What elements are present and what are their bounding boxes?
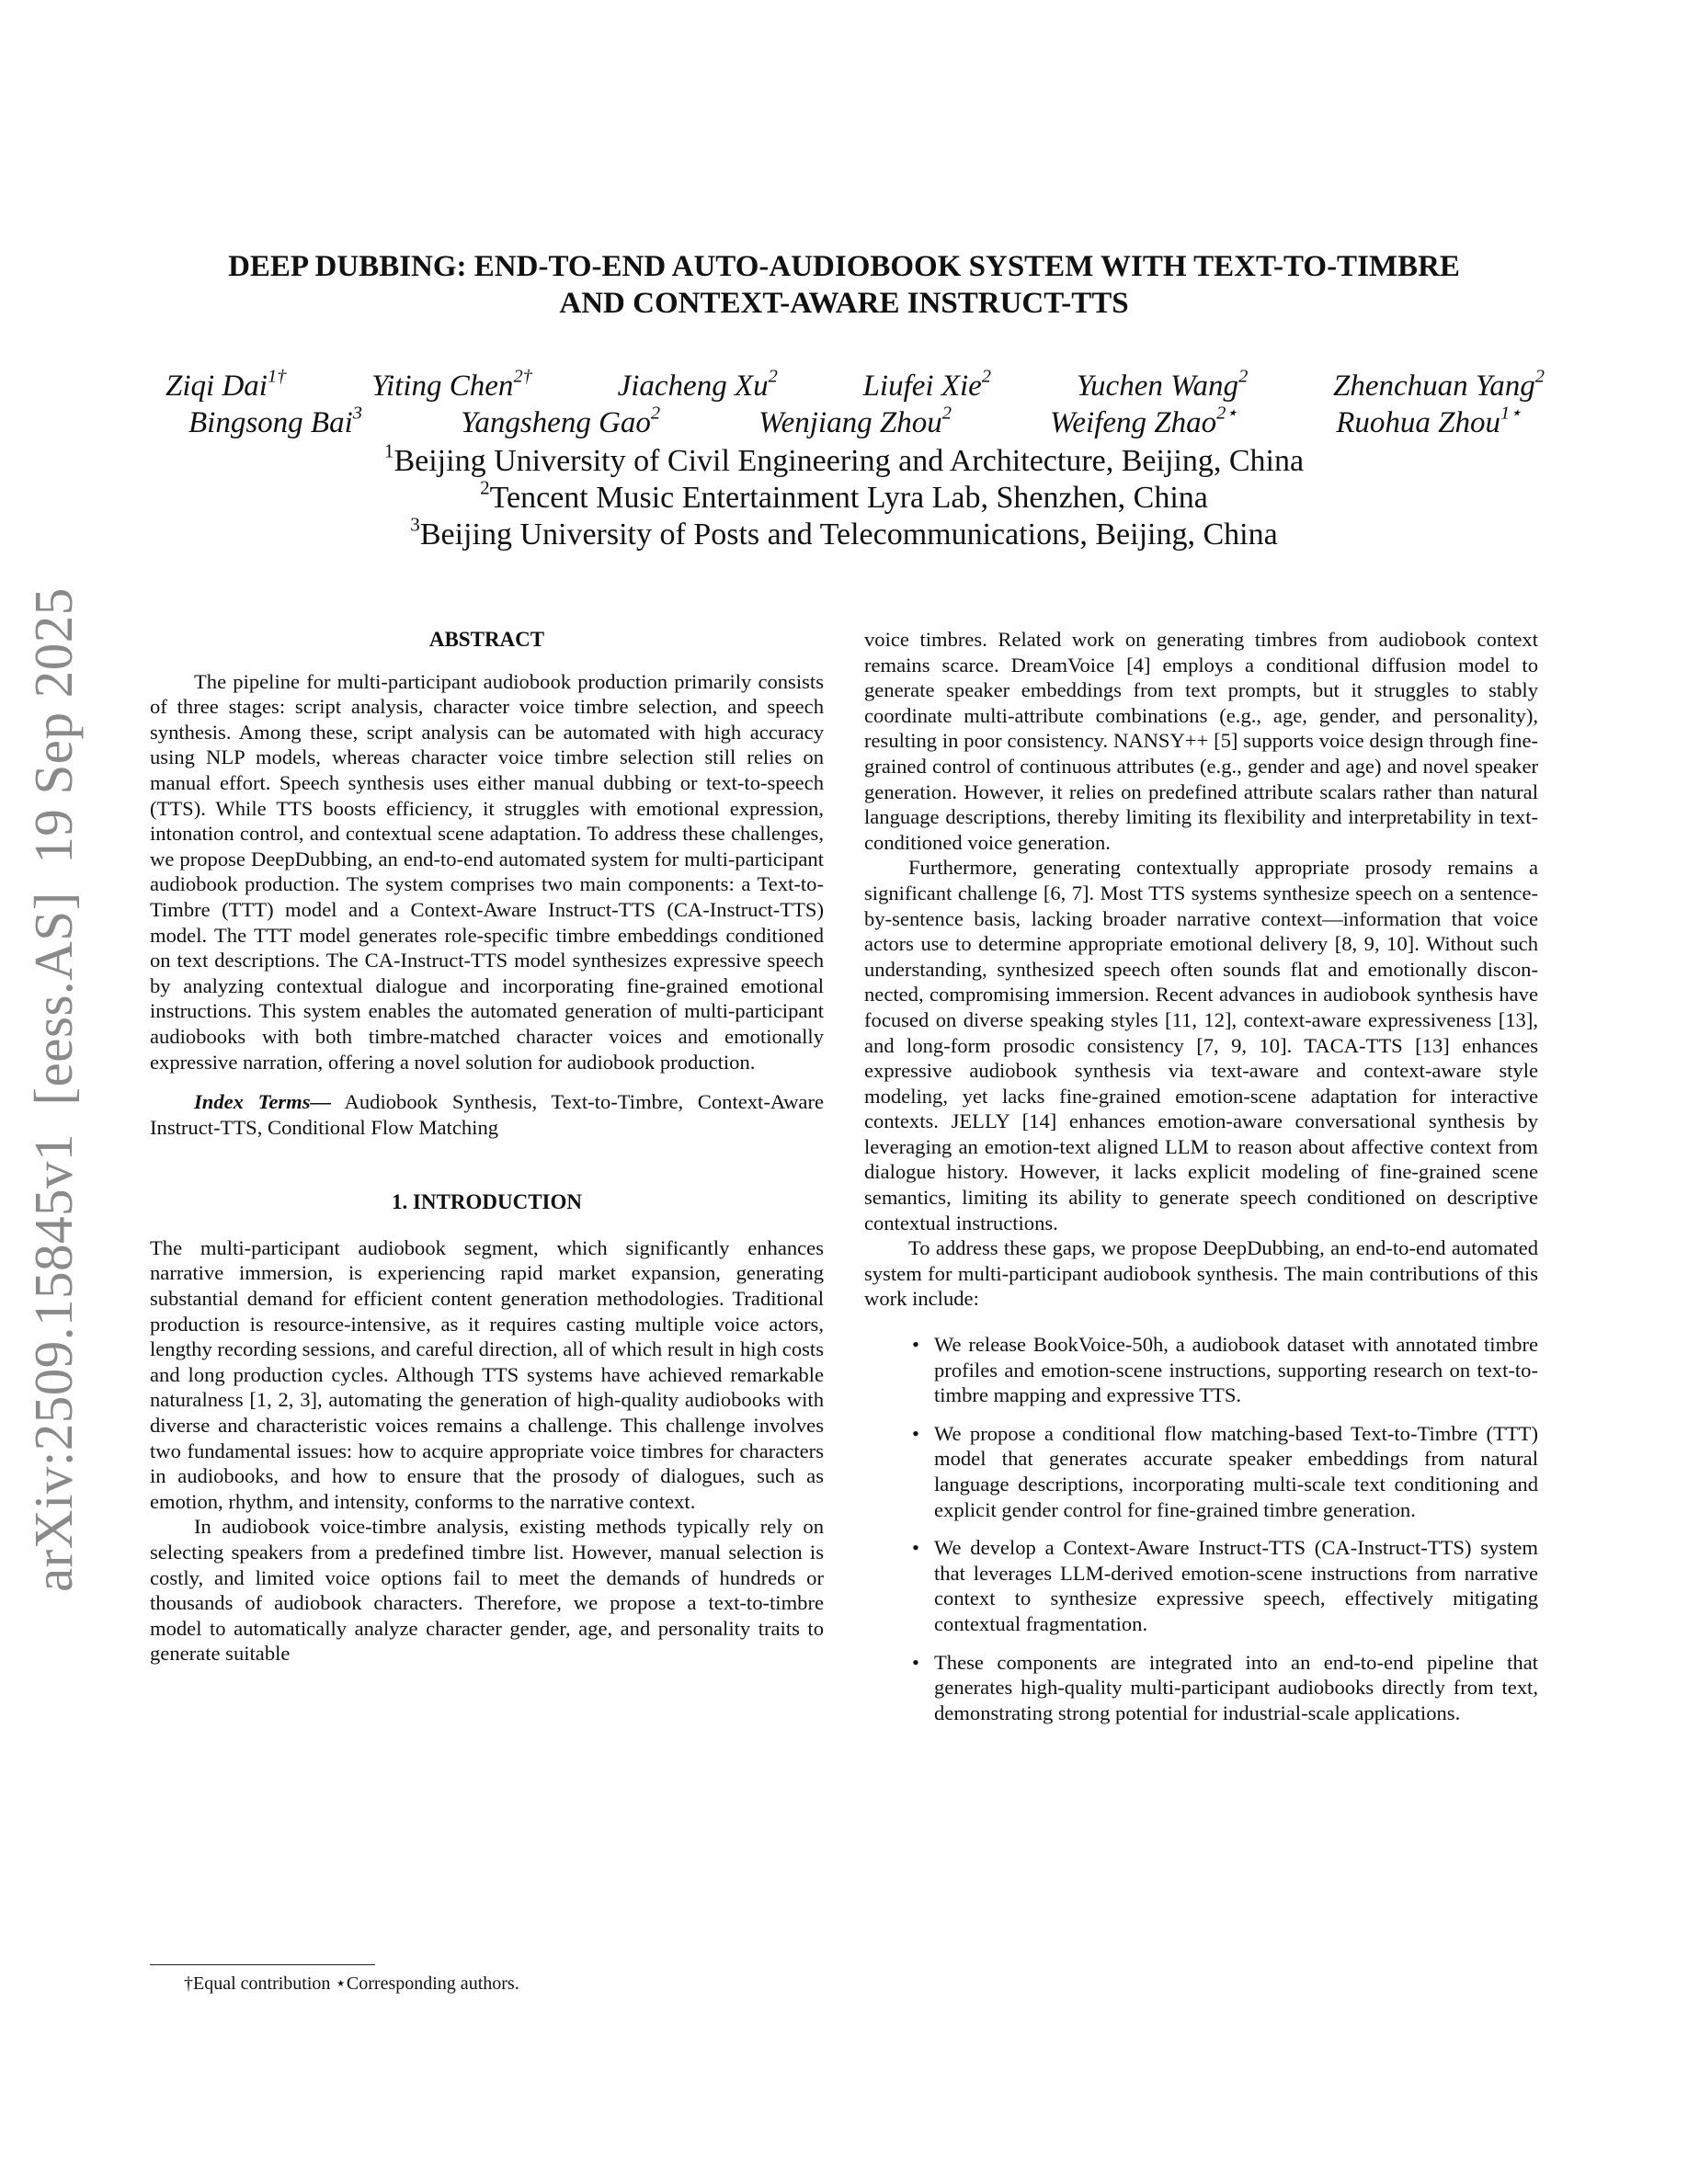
author: Yangsheng Gao$^2$ [461,403,661,439]
paper-title-line-1: DEEP DUBBING: END-TO-END AUTO-AUDIOBOOK SYSTEM WITH TEXT-TO-TIMBRE [228,250,1460,283]
bullet-icon: • [912,1333,919,1357]
author-list [165,368,1545,441]
author: Jiacheng Xu$^2$ [617,366,778,403]
affiliation: $^1$Beijing University of Civil Engineering and Architecture, Beijing, China [383,439,1305,478]
intro-paragraph-2: In audiobook voice-timbre analysis, existing methods typically rely on selecting speakers from a predefined timbre list. However, manual selection is costly, and limited voice options fail to meet the demands of hundreds or thousands of audiobook characters. Therefore, we propose a text-to-timbre model to automatically analyze character gender, age, and personality traits to generate suitable [150,1515,824,1666]
abstract-body: The pipeline for multi-participant audiobook production primarily consists of three stages: script analysis, character voice timbre selection, and speech synthesis. Among these, script analysis can be automated with high accuracy using NLP models, whereas character voice timbre selection still relies on manual effort. Speech synthesis uses either manual dubbing or text-to-speech (TTS). While TTS boosts efficiency, it struggles with emotional expression, intonation control, and contextual scene adaptation. To address these challenges, we propose DeepDubbing, an end-to-end automated system for multi-participant audiobook production. The system comprises two main components: a Text-to-Timbre (TTT) model and a Context-Aware Instruct-TTS (CA-Instruct-TTS) model. The TTT model generates role-specific timbre embeddings conditioned on text descriptions. The CA-Instruct-TTS model synthesizes expressive speech by analyzing contextual dialogue and incorporating fine-grained emotional instructions. This system enables the automated generation of multi-participant audiobooks with both timbre-matched character voices and emotionally expressive narration, offering a novel solution for audiobook production. [150,669,824,1074]
author: Bingsong Bai$^3$ [188,403,362,439]
bullet-icon: • [912,1421,919,1445]
contribution-item: • These components are integrated into an end-to-end pipeline that generates high-quality multi-participant audiobooks directly from text, demonstrating strong potential for industrial-scale applications. [912,1650,1538,1724]
intro-paragraph-3: Furthermore, generating contextually appropriate prosody remains a significant challenge [6, 7]. Most TTS systems synthesize speech on a sentence-by-sentence basis, lacking broader narrative context—information that voice actors use to determine appropriate emotional delivery [8, 9, 10]. Without such understanding, synthesized speech often sounds flat and emotionally disconnected, compromising immersion. Recent advances in audiobook synthesis have focused on diverse speaking styles [11, 12], context-aware expressiveness [13], and long-form prosodic consistency [7, 9, 10]. TACA-TTS [13] enhances expressive audiobook synthesis via text-aware and context-aware style modeling, yet lacks fine-grained emotion-scene adaptation for interactive contexts. JELLY [14] enhances emotion-aware conversational synthesis by leveraging an emotion-text aligned LLM to reason about affective context from dialogue history. However, it lacks explicit modeling of fine-grained scene semantics, limiting its ability to generate speech conditioned on descriptive contextual instructions. [864,856,1538,1234]
abstract-heading: ABSTRACT [428,628,545,651]
affiliation: $^2$Tencent Music Entertainment Lyra Lab, Shenzhen, China [480,476,1208,515]
introduction-heading: 1. INTRODUCTION [391,1190,583,1214]
contribution-item: • We develop a Context-Aware Instruct-TTS (CA-Instruct-TTS) system that leverages LLM-derived emotion-scene instructions from narrative context to synthesize expressive speech, effectively mitigating contextual fragmentation. [912,1536,1538,1635]
author-row-2 [165,404,1545,441]
footnote: †Equal contribution ⋆Corresponding authors. [184,1974,519,1994]
author: Liufei Xie$^2$ [862,366,992,403]
paper-title-line-2: AND CONTEXT-AWARE INSTRUCT-TTS [559,287,1129,320]
contribution-item: • We propose a conditional flow matching-based Text-to-Timbre (TTT) model that generates accurate speaker embeddings from natural language descriptions, incorporating multi-scale text conditioning and explicit gender control for fine-grained timbre generation. [912,1421,1538,1521]
right-column [864,627,1538,1738]
author-row-1 [165,368,1545,404]
intro-paragraph-1: The multi-participant audiobook segment, which significantly enhances narrative immersion, is experiencing rapid market expansion, generating substantial demand for efficient content generation methodologies. Traditional production is resource-intensive, as it requires casting multiple voice actors, lengthy recording sessions, and careful direction, all of which result in high costs and long production cycles. Although TTS systems have achieved remarkable naturalness [1, 2, 3], automating the generation of high-quality audiobooks with diverse and characteristic voices remains a challenge. This challenge involves two fundamental issues: how to acquire appropriate voice timbres for characters in audiobooks, and how to ensure that the prosody of dialogues, such as emotion, rhythm, and intensity, conforms to the narrative context. [150,1235,824,1513]
author: Yiting Chen$^{2\dagger}$ [371,366,532,403]
affiliation-list [138,439,1550,553]
author: Ziqi Dai$^{1\dagger}$ [165,366,287,403]
contributions-list [864,1332,1538,1725]
author: Weifeng Zhao$^{2⋆}$ [1049,403,1238,439]
intro-paragraph-2-continued: voice timbres. Related work on generating timbres from audiobook context remains scarce. DreamVoice [4] employs a conditional diffusion model to generate speaker embeddings from text prompts, but it struggles to stably coordinate multi-attribute combinations (e.g., age, gender, and personality), resulting in poor consistency. NANSY++ [5] supports voice design through fine-grained control of continuous attributes (e.g., gender and age) and novel speaker generation. However, it relies on predefined attribute scalars rather than natural language descriptions, thereby limiting its flexibility and interpretability in text-conditioned voice generation. [864,628,1538,854]
author: Ruohua Zhou$^{1⋆}$ [1336,403,1522,439]
affiliation: $^3$Beijing University of Posts and Telecommunications, Beijing, China [410,513,1278,552]
footnote-divider [150,1964,375,1965]
contribution-item: • We release BookVoice-50h, a audiobook dataset with annotated timbre profiles and emotion-scene instructions, supporting research on text-to-timbre mapping and expressive TTS. [912,1333,1538,1407]
bullet-icon: • [912,1650,919,1674]
index-terms [150,1089,824,1140]
author: Zhenchuan Yang$^2$ [1333,366,1545,403]
arxiv-identifier-stamp: arXiv:2509.15845v1 [eess.AS] 19 Sep 2025 [23,587,84,1592]
index-terms-label: Index Terms— [194,1090,332,1114]
paper-title [138,248,1550,322]
bullet-icon: • [912,1536,919,1560]
index-terms-text: Audiobook Synthesis, Text-to-Timbre, Context-Aware Instruct-TTS, Conditional Flow Matching [150,1090,824,1139]
author: Wenjiang Zhou$^2$ [758,403,952,439]
author: Yuchen Wang$^2$ [1076,366,1249,403]
intro-paragraph-4: To address these gaps, we propose DeepDubbing, an end-to-end automated system for multi-participant audiobook synthesis. The main contributions of this work include: [864,1236,1538,1311]
left-column [150,627,824,1666]
